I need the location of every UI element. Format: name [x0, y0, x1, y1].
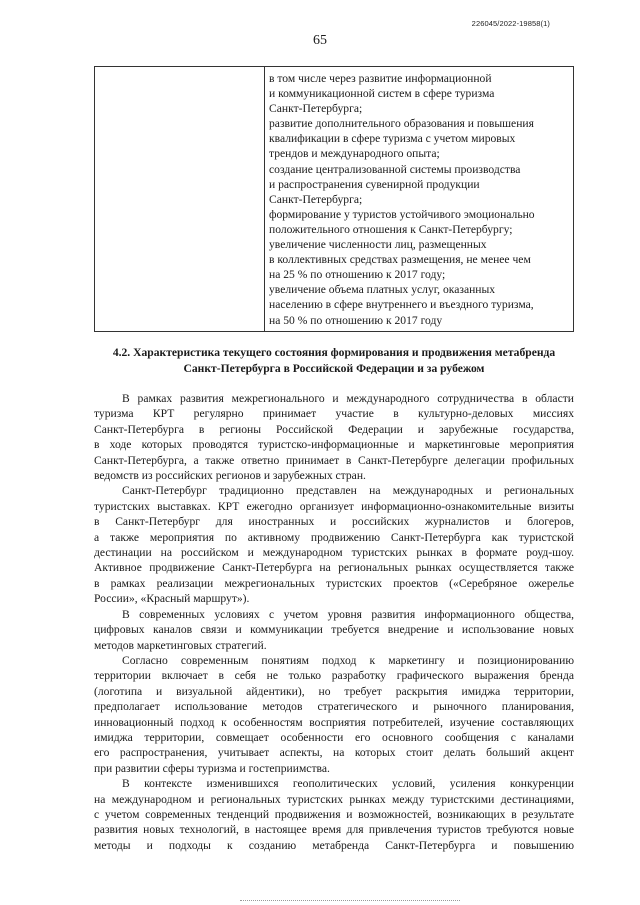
- section-heading-line: 4.2. Характеристика текущего состояния формирования и продвижения метабренда: [112, 346, 556, 359]
- table-line: и коммуникационной систем в сфере туризма: [269, 87, 495, 101]
- table-line: населению в сфере внутреннего и въездного туризма,: [269, 298, 534, 312]
- paragraph: [94, 653, 574, 776]
- paragraph-line: В современных условиях с учетом уровня развития информационного общества,: [122, 607, 574, 621]
- paragraph-line: инновационный подход к особенностям восприятия потребителей, изучение составляющих: [94, 715, 574, 729]
- paragraph-line: развития новых технологий, в настоящее время для привлечения туристов требуются новые: [94, 823, 574, 837]
- table-line: на 50 % по отношению к 2017 году: [269, 313, 443, 327]
- paragraph-line: Санкт-Петербург традиционно представлен на международных и региональных: [122, 484, 574, 498]
- table-left-column: [95, 67, 265, 331]
- table-line: развитие дополнительного образования и повышения: [269, 117, 534, 131]
- paragraph-line: с учетом современных тенденций продвижения и возможностей, возникающих в результате: [94, 807, 574, 821]
- table-right-cell: [269, 71, 567, 328]
- document-id: 226045/2022-19858(1): [471, 19, 550, 28]
- table-line: положительного отношения к Санкт-Петербургу;: [269, 222, 513, 236]
- paragraph-line: цифровых каналов связи и коммуникации требуется внедрение и использование новых: [94, 623, 574, 637]
- paragraph-line: (логотипа и визуальной айдентики), но требует раскрытия имиджа территории,: [94, 684, 574, 698]
- table-line: увеличение объема платных услуг, оказанных: [269, 283, 496, 297]
- table-line: Санкт-Петербурга;: [269, 102, 363, 116]
- paragraph: [94, 776, 574, 853]
- section-heading: [94, 345, 574, 377]
- paragraph-line: а также мероприятия по активному продвижению Санкт-Петербурга как туристской: [94, 530, 574, 544]
- section-heading-line: Санкт-Петербурга в Российской Федерации и за рубежом: [183, 362, 485, 375]
- table-line: создание централизованной системы производства: [269, 162, 521, 176]
- paragraph-line: туристских выставках. КРТ ежегодно организует информационно-ознакомительные визиты: [94, 499, 574, 513]
- paragraph-line: имиджа территории, совмещает особенности его основного сообщения с каналами: [94, 730, 574, 744]
- paragraph-line: территории включает в себя не только разработку графического выражения бренда: [94, 669, 574, 683]
- plan-table: [94, 66, 574, 332]
- body-text: [94, 391, 574, 853]
- paragraph-line: на международном и региональных туристских рынках между туристскими дестинациями,: [94, 792, 574, 806]
- paragraph-line: методов маркетинговых стратегий.: [94, 638, 267, 652]
- table-line: и распространения сувенирной продукции: [269, 177, 480, 191]
- paragraph-line: туризма КРТ регулярно принимает участие в культурно-деловых миссиях: [94, 407, 574, 421]
- paragraph-line: его распространения, учитывает аспекты, на которых стоит делать больший акцент: [94, 746, 574, 760]
- table-line: на 25 % по отношению к 2017 году;: [269, 268, 446, 282]
- paragraph: [94, 483, 574, 606]
- table-line: увеличение численности лиц, размещенных: [269, 238, 487, 252]
- table-line: трендов и международного опыта;: [269, 147, 440, 161]
- table-line: в том числе через развитие информационной: [269, 72, 492, 85]
- paragraph-line: ведомств из российских регионов и зарубежных стран.: [94, 469, 366, 483]
- footer-divider: [240, 900, 460, 901]
- paragraph-line: Санкт-Петербурга в регионы Российской Федерации и зарубежные государства,: [94, 422, 574, 436]
- paragraph: [94, 391, 574, 483]
- paragraph-line: в рамках реализации межрегиональных туристских проектов («Серебряное ожерелье: [94, 576, 574, 590]
- paragraph-line: В контексте изменившихся геополитических условий, усиления конкуренции: [122, 777, 574, 791]
- table-line: Санкт-Петербурга;: [269, 192, 363, 206]
- paragraph-line: при развитии сферы туризма и гостеприимства.: [94, 761, 330, 775]
- paragraph-line: дестинации на российском и международном туристских рынках в формате роуд-шоу.: [94, 546, 574, 560]
- page-number: 65: [313, 33, 327, 48]
- table-line: в коллективных средствах размещения, не менее чем: [269, 253, 531, 267]
- paragraph-line: в ходе которых проводятся туристско-информационные и маркетинговые мероприятия: [94, 438, 574, 452]
- paragraph-line: В рамках развития межрегионального и международного сотрудничества в области: [122, 392, 574, 405]
- paragraph-line: в Санкт-Петербург для иностранных и российских журналистов и блогеров,: [94, 515, 574, 529]
- paragraph-line: Санкт-Петербурга, а также ответно принимает в Санкт-Петербурге делегации профильных: [94, 453, 574, 467]
- table-line: квалификации в сфере туризма с учетом мировых: [269, 132, 516, 146]
- paragraph-line: предполагает использование методов стратегического и рыночного планирования,: [94, 700, 574, 714]
- paragraph-line: методы и подходы к созданию метабренда Санкт-Петербурга и повышению: [94, 838, 574, 852]
- paragraph: [94, 607, 574, 653]
- paragraph-line: Согласно современным понятиям подход к маркетингу и позиционированию: [122, 653, 574, 667]
- table-line: формирование у туристов устойчивого эмоционально: [269, 207, 535, 221]
- paragraph-line: Активное продвижение Санкт-Петербурга на региональных рынках осуществляется также: [94, 561, 574, 575]
- paragraph-line: России», «Красный маршрут»).: [94, 592, 250, 606]
